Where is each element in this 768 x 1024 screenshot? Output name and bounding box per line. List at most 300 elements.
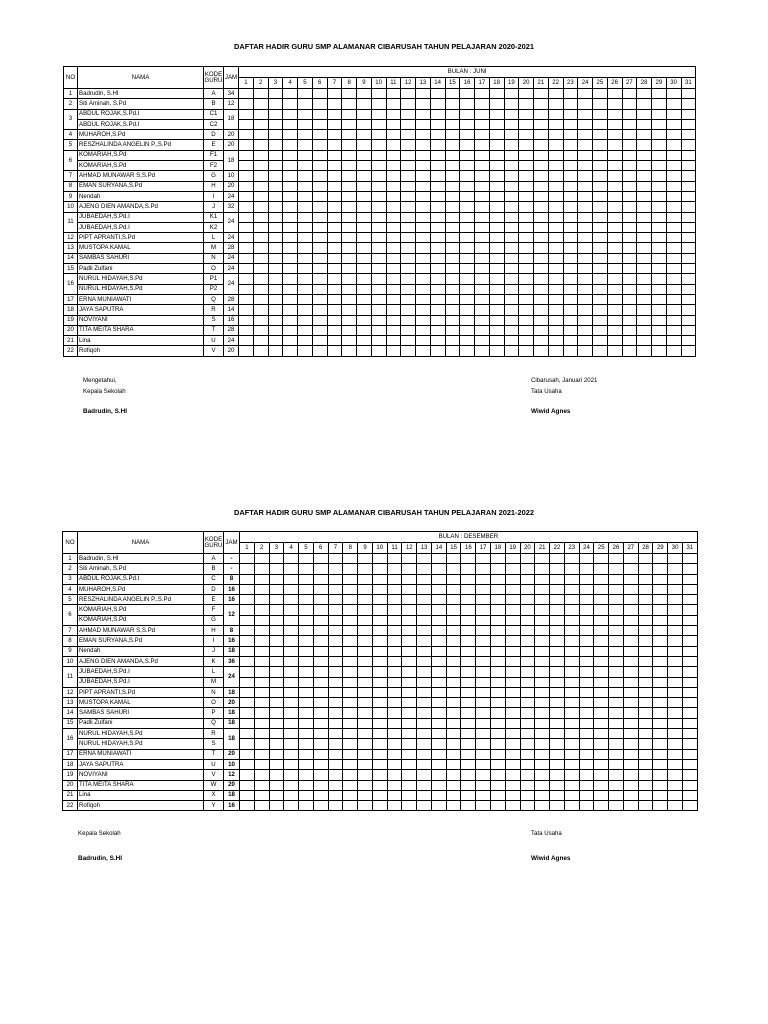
attendance-cell[interactable] <box>548 305 563 315</box>
attendance-cell[interactable] <box>253 181 268 191</box>
attendance-cell[interactable] <box>653 790 668 800</box>
attendance-cell[interactable] <box>431 584 446 594</box>
attendance-cell[interactable] <box>312 109 327 119</box>
attendance-cell[interactable] <box>269 636 284 646</box>
attendance-cell[interactable] <box>534 336 549 346</box>
attendance-cell[interactable] <box>548 284 563 294</box>
attendance-cell[interactable] <box>372 770 387 780</box>
attendance-cell[interactable] <box>638 729 653 739</box>
attendance-cell[interactable] <box>475 109 490 119</box>
attendance-cell[interactable] <box>328 605 343 615</box>
attendance-cell[interactable] <box>668 770 683 780</box>
attendance-cell[interactable] <box>312 346 327 356</box>
attendance-cell[interactable] <box>328 667 343 677</box>
attendance-cell[interactable] <box>387 698 402 708</box>
attendance-cell[interactable] <box>446 749 461 759</box>
attendance-cell[interactable] <box>622 191 637 201</box>
attendance-cell[interactable] <box>475 130 490 140</box>
attendance-cell[interactable] <box>594 801 609 811</box>
attendance-cell[interactable] <box>476 667 491 677</box>
attendance-cell[interactable] <box>417 646 432 656</box>
attendance-cell[interactable] <box>491 708 506 718</box>
attendance-cell[interactable] <box>343 656 358 666</box>
attendance-cell[interactable] <box>445 191 460 201</box>
attendance-cell[interactable] <box>387 646 402 656</box>
attendance-cell[interactable] <box>666 336 681 346</box>
attendance-cell[interactable] <box>550 605 565 615</box>
attendance-cell[interactable] <box>358 729 373 739</box>
attendance-cell[interactable] <box>637 130 652 140</box>
attendance-cell[interactable] <box>253 325 268 335</box>
attendance-cell[interactable] <box>666 346 681 356</box>
attendance-cell[interactable] <box>475 253 490 263</box>
attendance-cell[interactable] <box>622 119 637 129</box>
attendance-cell[interactable] <box>269 574 284 584</box>
attendance-cell[interactable] <box>593 274 608 284</box>
attendance-cell[interactable] <box>268 243 283 253</box>
attendance-cell[interactable] <box>579 790 594 800</box>
attendance-cell[interactable] <box>609 780 624 790</box>
attendance-cell[interactable] <box>268 222 283 232</box>
attendance-cell[interactable] <box>268 315 283 325</box>
attendance-cell[interactable] <box>299 770 314 780</box>
attendance-cell[interactable] <box>637 264 652 274</box>
attendance-cell[interactable] <box>550 615 565 625</box>
attendance-cell[interactable] <box>668 667 683 677</box>
attendance-cell[interactable] <box>357 130 372 140</box>
attendance-cell[interactable] <box>563 89 578 99</box>
attendance-cell[interactable] <box>239 181 254 191</box>
attendance-cell[interactable] <box>520 564 535 574</box>
attendance-cell[interactable] <box>668 677 683 687</box>
attendance-cell[interactable] <box>638 595 653 605</box>
attendance-cell[interactable] <box>534 294 549 304</box>
attendance-cell[interactable] <box>430 274 445 284</box>
attendance-cell[interactable] <box>638 605 653 615</box>
attendance-cell[interactable] <box>313 636 328 646</box>
attendance-cell[interactable] <box>476 698 491 708</box>
attendance-cell[interactable] <box>299 729 314 739</box>
attendance-cell[interactable] <box>343 739 358 749</box>
attendance-cell[interactable] <box>666 284 681 294</box>
attendance-cell[interactable] <box>461 780 476 790</box>
attendance-cell[interactable] <box>578 119 593 129</box>
attendance-cell[interactable] <box>312 171 327 181</box>
attendance-cell[interactable] <box>327 130 342 140</box>
attendance-cell[interactable] <box>578 284 593 294</box>
attendance-cell[interactable] <box>327 150 342 160</box>
attendance-cell[interactable] <box>401 119 416 129</box>
attendance-cell[interactable] <box>430 181 445 191</box>
attendance-cell[interactable] <box>564 790 579 800</box>
attendance-cell[interactable] <box>534 325 549 335</box>
attendance-cell[interactable] <box>371 284 386 294</box>
attendance-cell[interactable] <box>535 595 550 605</box>
attendance-cell[interactable] <box>328 656 343 666</box>
attendance-cell[interactable] <box>460 89 475 99</box>
attendance-cell[interactable] <box>668 780 683 790</box>
attendance-cell[interactable] <box>594 574 609 584</box>
attendance-cell[interactable] <box>681 99 696 109</box>
attendance-cell[interactable] <box>445 109 460 119</box>
attendance-cell[interactable] <box>416 294 431 304</box>
attendance-cell[interactable] <box>268 325 283 335</box>
attendance-cell[interactable] <box>460 99 475 109</box>
attendance-cell[interactable] <box>681 315 696 325</box>
attendance-cell[interactable] <box>504 346 519 356</box>
attendance-cell[interactable] <box>652 294 667 304</box>
attendance-cell[interactable] <box>476 646 491 656</box>
attendance-cell[interactable] <box>371 181 386 191</box>
attendance-cell[interactable] <box>622 264 637 274</box>
attendance-cell[interactable] <box>520 739 535 749</box>
attendance-cell[interactable] <box>416 315 431 325</box>
attendance-cell[interactable] <box>372 584 387 594</box>
attendance-cell[interactable] <box>475 140 490 150</box>
attendance-cell[interactable] <box>446 564 461 574</box>
attendance-cell[interactable] <box>638 687 653 697</box>
attendance-cell[interactable] <box>460 109 475 119</box>
attendance-cell[interactable] <box>563 99 578 109</box>
attendance-cell[interactable] <box>461 759 476 769</box>
attendance-cell[interactable] <box>268 233 283 243</box>
attendance-cell[interactable] <box>269 677 284 687</box>
attendance-cell[interactable] <box>357 191 372 201</box>
attendance-cell[interactable] <box>504 264 519 274</box>
attendance-cell[interactable] <box>637 336 652 346</box>
attendance-cell[interactable] <box>579 780 594 790</box>
attendance-cell[interactable] <box>372 687 387 697</box>
attendance-cell[interactable] <box>653 667 668 677</box>
attendance-cell[interactable] <box>372 780 387 790</box>
attendance-cell[interactable] <box>386 99 401 109</box>
attendance-cell[interactable] <box>416 325 431 335</box>
attendance-cell[interactable] <box>416 253 431 263</box>
attendance-cell[interactable] <box>417 605 432 615</box>
attendance-cell[interactable] <box>431 667 446 677</box>
attendance-cell[interactable] <box>416 222 431 232</box>
attendance-cell[interactable] <box>298 274 313 284</box>
attendance-cell[interactable] <box>357 171 372 181</box>
attendance-cell[interactable] <box>327 253 342 263</box>
attendance-cell[interactable] <box>372 646 387 656</box>
attendance-cell[interactable] <box>327 181 342 191</box>
attendance-cell[interactable] <box>387 718 402 728</box>
attendance-cell[interactable] <box>504 274 519 284</box>
attendance-cell[interactable] <box>342 325 357 335</box>
attendance-cell[interactable] <box>505 749 520 759</box>
attendance-cell[interactable] <box>342 294 357 304</box>
attendance-cell[interactable] <box>623 790 638 800</box>
attendance-cell[interactable] <box>372 729 387 739</box>
attendance-cell[interactable] <box>519 315 534 325</box>
attendance-cell[interactable] <box>668 626 683 636</box>
attendance-cell[interactable] <box>402 584 417 594</box>
attendance-cell[interactable] <box>387 801 402 811</box>
attendance-cell[interactable] <box>386 140 401 150</box>
attendance-cell[interactable] <box>668 646 683 656</box>
attendance-cell[interactable] <box>534 284 549 294</box>
attendance-cell[interactable] <box>609 595 624 605</box>
attendance-cell[interactable] <box>328 636 343 646</box>
attendance-cell[interactable] <box>284 718 299 728</box>
attendance-cell[interactable] <box>563 202 578 212</box>
attendance-cell[interactable] <box>505 780 520 790</box>
attendance-cell[interactable] <box>268 119 283 129</box>
attendance-cell[interactable] <box>563 140 578 150</box>
attendance-cell[interactable] <box>491 780 506 790</box>
attendance-cell[interactable] <box>461 801 476 811</box>
attendance-cell[interactable] <box>253 109 268 119</box>
attendance-cell[interactable] <box>401 336 416 346</box>
attendance-cell[interactable] <box>607 99 622 109</box>
attendance-cell[interactable] <box>328 626 343 636</box>
attendance-cell[interactable] <box>371 315 386 325</box>
attendance-cell[interactable] <box>594 584 609 594</box>
attendance-cell[interactable] <box>283 89 298 99</box>
attendance-cell[interactable] <box>386 315 401 325</box>
attendance-cell[interactable] <box>254 564 269 574</box>
attendance-cell[interactable] <box>254 790 269 800</box>
attendance-cell[interactable] <box>312 161 327 171</box>
attendance-cell[interactable] <box>504 305 519 315</box>
attendance-cell[interactable] <box>416 202 431 212</box>
attendance-cell[interactable] <box>254 801 269 811</box>
attendance-cell[interactable] <box>638 554 653 564</box>
attendance-cell[interactable] <box>401 150 416 160</box>
attendance-cell[interactable] <box>446 595 461 605</box>
attendance-cell[interactable] <box>284 708 299 718</box>
attendance-cell[interactable] <box>505 615 520 625</box>
attendance-cell[interactable] <box>417 626 432 636</box>
attendance-cell[interactable] <box>240 801 255 811</box>
attendance-cell[interactable] <box>342 191 357 201</box>
attendance-cell[interactable] <box>445 243 460 253</box>
attendance-cell[interactable] <box>431 564 446 574</box>
attendance-cell[interactable] <box>283 325 298 335</box>
attendance-cell[interactable] <box>387 564 402 574</box>
attendance-cell[interactable] <box>254 574 269 584</box>
attendance-cell[interactable] <box>253 212 268 222</box>
attendance-cell[interactable] <box>491 605 506 615</box>
attendance-cell[interactable] <box>240 564 255 574</box>
attendance-cell[interactable] <box>342 181 357 191</box>
attendance-cell[interactable] <box>328 780 343 790</box>
attendance-cell[interactable] <box>328 729 343 739</box>
attendance-cell[interactable] <box>681 294 696 304</box>
attendance-cell[interactable] <box>594 698 609 708</box>
attendance-cell[interactable] <box>253 150 268 160</box>
attendance-cell[interactable] <box>358 584 373 594</box>
attendance-cell[interactable] <box>357 222 372 232</box>
attendance-cell[interactable] <box>239 150 254 160</box>
attendance-cell[interactable] <box>357 89 372 99</box>
attendance-cell[interactable] <box>505 564 520 574</box>
attendance-cell[interactable] <box>284 759 299 769</box>
attendance-cell[interactable] <box>372 801 387 811</box>
attendance-cell[interactable] <box>535 646 550 656</box>
attendance-cell[interactable] <box>402 605 417 615</box>
attendance-cell[interactable] <box>534 150 549 160</box>
attendance-cell[interactable] <box>343 605 358 615</box>
attendance-cell[interactable] <box>578 140 593 150</box>
attendance-cell[interactable] <box>666 171 681 181</box>
attendance-cell[interactable] <box>328 718 343 728</box>
attendance-cell[interactable] <box>638 801 653 811</box>
attendance-cell[interactable] <box>578 336 593 346</box>
attendance-cell[interactable] <box>476 739 491 749</box>
attendance-cell[interactable] <box>417 708 432 718</box>
attendance-cell[interactable] <box>682 584 697 594</box>
attendance-cell[interactable] <box>594 729 609 739</box>
attendance-cell[interactable] <box>563 191 578 201</box>
attendance-cell[interactable] <box>328 708 343 718</box>
attendance-cell[interactable] <box>445 99 460 109</box>
attendance-cell[interactable] <box>653 605 668 615</box>
attendance-cell[interactable] <box>607 130 622 140</box>
attendance-cell[interactable] <box>519 243 534 253</box>
attendance-cell[interactable] <box>357 253 372 263</box>
attendance-cell[interactable] <box>622 212 637 222</box>
attendance-cell[interactable] <box>327 161 342 171</box>
attendance-cell[interactable] <box>653 677 668 687</box>
attendance-cell[interactable] <box>283 264 298 274</box>
attendance-cell[interactable] <box>666 119 681 129</box>
attendance-cell[interactable] <box>430 325 445 335</box>
attendance-cell[interactable] <box>550 677 565 687</box>
attendance-cell[interactable] <box>358 677 373 687</box>
attendance-cell[interactable] <box>653 636 668 646</box>
attendance-cell[interactable] <box>342 222 357 232</box>
attendance-cell[interactable] <box>254 554 269 564</box>
attendance-cell[interactable] <box>652 140 667 150</box>
attendance-cell[interactable] <box>564 636 579 646</box>
attendance-cell[interactable] <box>269 554 284 564</box>
attendance-cell[interactable] <box>372 749 387 759</box>
attendance-cell[interactable] <box>534 274 549 284</box>
attendance-cell[interactable] <box>402 698 417 708</box>
attendance-cell[interactable] <box>505 729 520 739</box>
attendance-cell[interactable] <box>652 212 667 222</box>
attendance-cell[interactable] <box>564 739 579 749</box>
attendance-cell[interactable] <box>313 605 328 615</box>
attendance-cell[interactable] <box>431 677 446 687</box>
attendance-cell[interactable] <box>298 89 313 99</box>
attendance-cell[interactable] <box>638 780 653 790</box>
attendance-cell[interactable] <box>283 202 298 212</box>
attendance-cell[interactable] <box>253 274 268 284</box>
attendance-cell[interactable] <box>550 729 565 739</box>
attendance-cell[interactable] <box>607 161 622 171</box>
attendance-cell[interactable] <box>666 89 681 99</box>
attendance-cell[interactable] <box>682 687 697 697</box>
attendance-cell[interactable] <box>312 233 327 243</box>
attendance-cell[interactable] <box>622 140 637 150</box>
attendance-cell[interactable] <box>666 315 681 325</box>
attendance-cell[interactable] <box>535 605 550 615</box>
attendance-cell[interactable] <box>668 595 683 605</box>
attendance-cell[interactable] <box>253 315 268 325</box>
attendance-cell[interactable] <box>668 584 683 594</box>
attendance-cell[interactable] <box>534 243 549 253</box>
attendance-cell[interactable] <box>535 718 550 728</box>
attendance-cell[interactable] <box>387 749 402 759</box>
attendance-cell[interactable] <box>283 336 298 346</box>
attendance-cell[interactable] <box>476 605 491 615</box>
attendance-cell[interactable] <box>240 656 255 666</box>
attendance-cell[interactable] <box>578 109 593 119</box>
attendance-cell[interactable] <box>535 626 550 636</box>
attendance-cell[interactable] <box>371 150 386 160</box>
attendance-cell[interactable] <box>254 615 269 625</box>
attendance-cell[interactable] <box>505 636 520 646</box>
attendance-cell[interactable] <box>283 305 298 315</box>
attendance-cell[interactable] <box>682 574 697 584</box>
attendance-cell[interactable] <box>607 202 622 212</box>
attendance-cell[interactable] <box>622 274 637 284</box>
attendance-cell[interactable] <box>372 595 387 605</box>
attendance-cell[interactable] <box>298 171 313 181</box>
attendance-cell[interactable] <box>489 325 504 335</box>
attendance-cell[interactable] <box>594 739 609 749</box>
attendance-cell[interactable] <box>239 305 254 315</box>
attendance-cell[interactable] <box>313 801 328 811</box>
attendance-cell[interactable] <box>681 264 696 274</box>
attendance-cell[interactable] <box>622 202 637 212</box>
attendance-cell[interactable] <box>284 574 299 584</box>
attendance-cell[interactable] <box>387 656 402 666</box>
attendance-cell[interactable] <box>476 636 491 646</box>
attendance-cell[interactable] <box>594 667 609 677</box>
attendance-cell[interactable] <box>519 294 534 304</box>
attendance-cell[interactable] <box>534 253 549 263</box>
attendance-cell[interactable] <box>563 294 578 304</box>
attendance-cell[interactable] <box>491 656 506 666</box>
attendance-cell[interactable] <box>253 161 268 171</box>
attendance-cell[interactable] <box>520 708 535 718</box>
attendance-cell[interactable] <box>564 698 579 708</box>
attendance-cell[interactable] <box>535 739 550 749</box>
attendance-cell[interactable] <box>579 646 594 656</box>
attendance-cell[interactable] <box>327 325 342 335</box>
attendance-cell[interactable] <box>489 212 504 222</box>
attendance-cell[interactable] <box>475 264 490 274</box>
attendance-cell[interactable] <box>460 212 475 222</box>
attendance-cell[interactable] <box>402 729 417 739</box>
attendance-cell[interactable] <box>254 770 269 780</box>
attendance-cell[interactable] <box>622 294 637 304</box>
attendance-cell[interactable] <box>401 109 416 119</box>
attendance-cell[interactable] <box>312 325 327 335</box>
attendance-cell[interactable] <box>283 181 298 191</box>
attendance-cell[interactable] <box>328 615 343 625</box>
attendance-cell[interactable] <box>430 212 445 222</box>
attendance-cell[interactable] <box>579 708 594 718</box>
attendance-cell[interactable] <box>313 780 328 790</box>
attendance-cell[interactable] <box>653 554 668 564</box>
attendance-cell[interactable] <box>460 222 475 232</box>
attendance-cell[interactable] <box>593 191 608 201</box>
attendance-cell[interactable] <box>594 687 609 697</box>
attendance-cell[interactable] <box>240 739 255 749</box>
attendance-cell[interactable] <box>607 284 622 294</box>
attendance-cell[interactable] <box>607 171 622 181</box>
attendance-cell[interactable] <box>371 202 386 212</box>
attendance-cell[interactable] <box>579 656 594 666</box>
attendance-cell[interactable] <box>239 119 254 129</box>
attendance-cell[interactable] <box>623 801 638 811</box>
attendance-cell[interactable] <box>475 161 490 171</box>
